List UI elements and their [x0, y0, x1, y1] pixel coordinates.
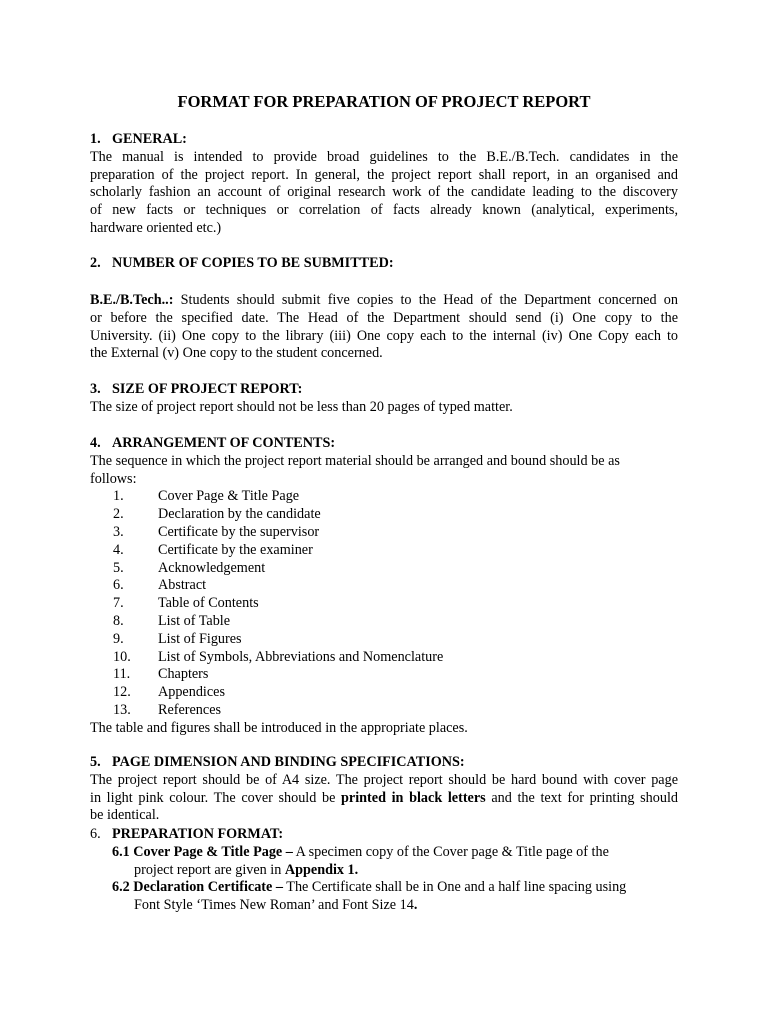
contents-list-item [90, 595, 678, 613]
section-copies [90, 255, 678, 273]
section-format [90, 826, 678, 915]
contents-list-item [90, 702, 678, 720]
section-heading: 3. SIZE OF PROJECT REPORT: [90, 381, 303, 397]
section-heading: 1. GENERAL: [90, 131, 187, 147]
item-text: Acknowledgement [158, 559, 266, 576]
contents-list-item [90, 524, 678, 542]
item-number: 12. [113, 684, 131, 701]
contents-list-item [90, 613, 678, 631]
item-number: 4. [113, 541, 124, 558]
section-general [90, 131, 678, 238]
section-dimension: 5. PAGE DIMENSION AND BINDING SPECIFICATIONS: The project report should be of A4 size. The project report should be hard bound with cover page in light pink colour. The cover should be printed in black letters and the text for printing should be identical. [90, 754, 678, 824]
item-number: 13. [113, 701, 131, 718]
item-number: 5. [113, 559, 124, 576]
contents-list-item [90, 577, 678, 595]
item-number: 9. [113, 630, 124, 647]
item-number: 1. [113, 488, 124, 505]
contents-list-item [90, 560, 678, 578]
item-number: 6. [113, 577, 124, 594]
section-body: The manual is intended to provide broad guidelines to the B.E./B.Tech. candidates in the preparation of the project report. In general, the project report shall report, in an organised and scholarly fashion an account of original research work of the candidate leading to the discovery of new facts or techniques or correlation of facts already known (analytical, experiments, hardware oriented etc.) [90, 148, 678, 236]
contents-list-item [90, 684, 678, 702]
item-number: 2. [113, 506, 124, 523]
section-heading: 5. PAGE DIMENSION AND BINDING SPECIFICATIONS: [90, 754, 465, 770]
item-text: Declaration by the candidate [158, 506, 321, 523]
section-heading: 2. NUMBER OF COPIES TO BE SUBMITTED: [90, 255, 394, 271]
item-text: Appendices [158, 684, 225, 701]
item-text: Certificate by the examiner [158, 541, 313, 558]
item-text: Certificate by the supervisor [158, 523, 320, 540]
section-copies-body: B.E./B.Tech..: Students should submit five copies to the Head of the Department concerned on or before the specified date. The Head of the Department should send (i) One copy to the University. (ii) One copy to the library (iii) One copy each to the internal (iv) One Copy each to the External (v) One copy to the student concerned. [90, 292, 678, 362]
page-title: FORMAT FOR PREPARATION OF PROJECT REPORT [177, 92, 591, 111]
subsection-cover-page: 6.1 Cover Page & Title Page – A specimen copy of the Cover page & Title page of the project report are given in Appendix 1. [112, 843, 609, 878]
section-arrangement: 4. ARRANGEMENT OF CONTENTS: The sequence in which the project report material should be arranged and bound should be as follows: 1. Cover Page & Title Page 2. Declaration by the candidate 3. Certificate by the supervisor 4. Certificate by the examiner 5. Acknowledgement 6. Abstract 7. Table of Contents 8. List of Table 9. List of Figures 10. List of Symbols, Abbreviations and Nomenclature 11. Chapters 12. Appendices 13. References The table and figures shall be introduced in the appropriate places. [90, 435, 678, 738]
item-number: 3. [113, 523, 124, 540]
contents-list-item [90, 542, 678, 560]
contents-list [90, 488, 678, 719]
subsection-declaration: 6.2 Declaration Certificate – The Certificate shall be in One and a half line spacing using Font Style ‘Times New Roman’ and Font Size 14. [112, 879, 627, 914]
contents-list-item [90, 666, 678, 684]
item-text: Abstract [158, 577, 207, 594]
contents-list-item [90, 488, 678, 506]
contents-list-item [90, 631, 678, 649]
lead-label: B.E./B.Tech..: [90, 292, 174, 308]
contents-list-item [90, 649, 678, 667]
item-text: References [158, 701, 222, 718]
item-text: Table of Contents [158, 595, 259, 612]
section-heading: 4. ARRANGEMENT OF CONTENTS: [90, 435, 336, 451]
section-heading: 6. PREPARATION FORMAT: [90, 826, 284, 842]
item-text: List of Figures [158, 630, 242, 647]
item-text: List of Table [158, 612, 231, 629]
item-text: List of Symbols, Abbreviations and Nomenclature [158, 648, 444, 665]
item-number: 7. [113, 595, 124, 612]
contents-list-item [90, 506, 678, 524]
item-number: 10. [113, 648, 131, 665]
item-text: Cover Page & Title Page [158, 488, 300, 505]
section-size: 3. SIZE OF PROJECT REPORT: The size of project report should not be less than 20 pages of typed matter. [90, 381, 678, 417]
item-number: 11. [113, 666, 131, 683]
item-text: Chapters [158, 666, 209, 683]
item-number: 8. [113, 612, 124, 629]
